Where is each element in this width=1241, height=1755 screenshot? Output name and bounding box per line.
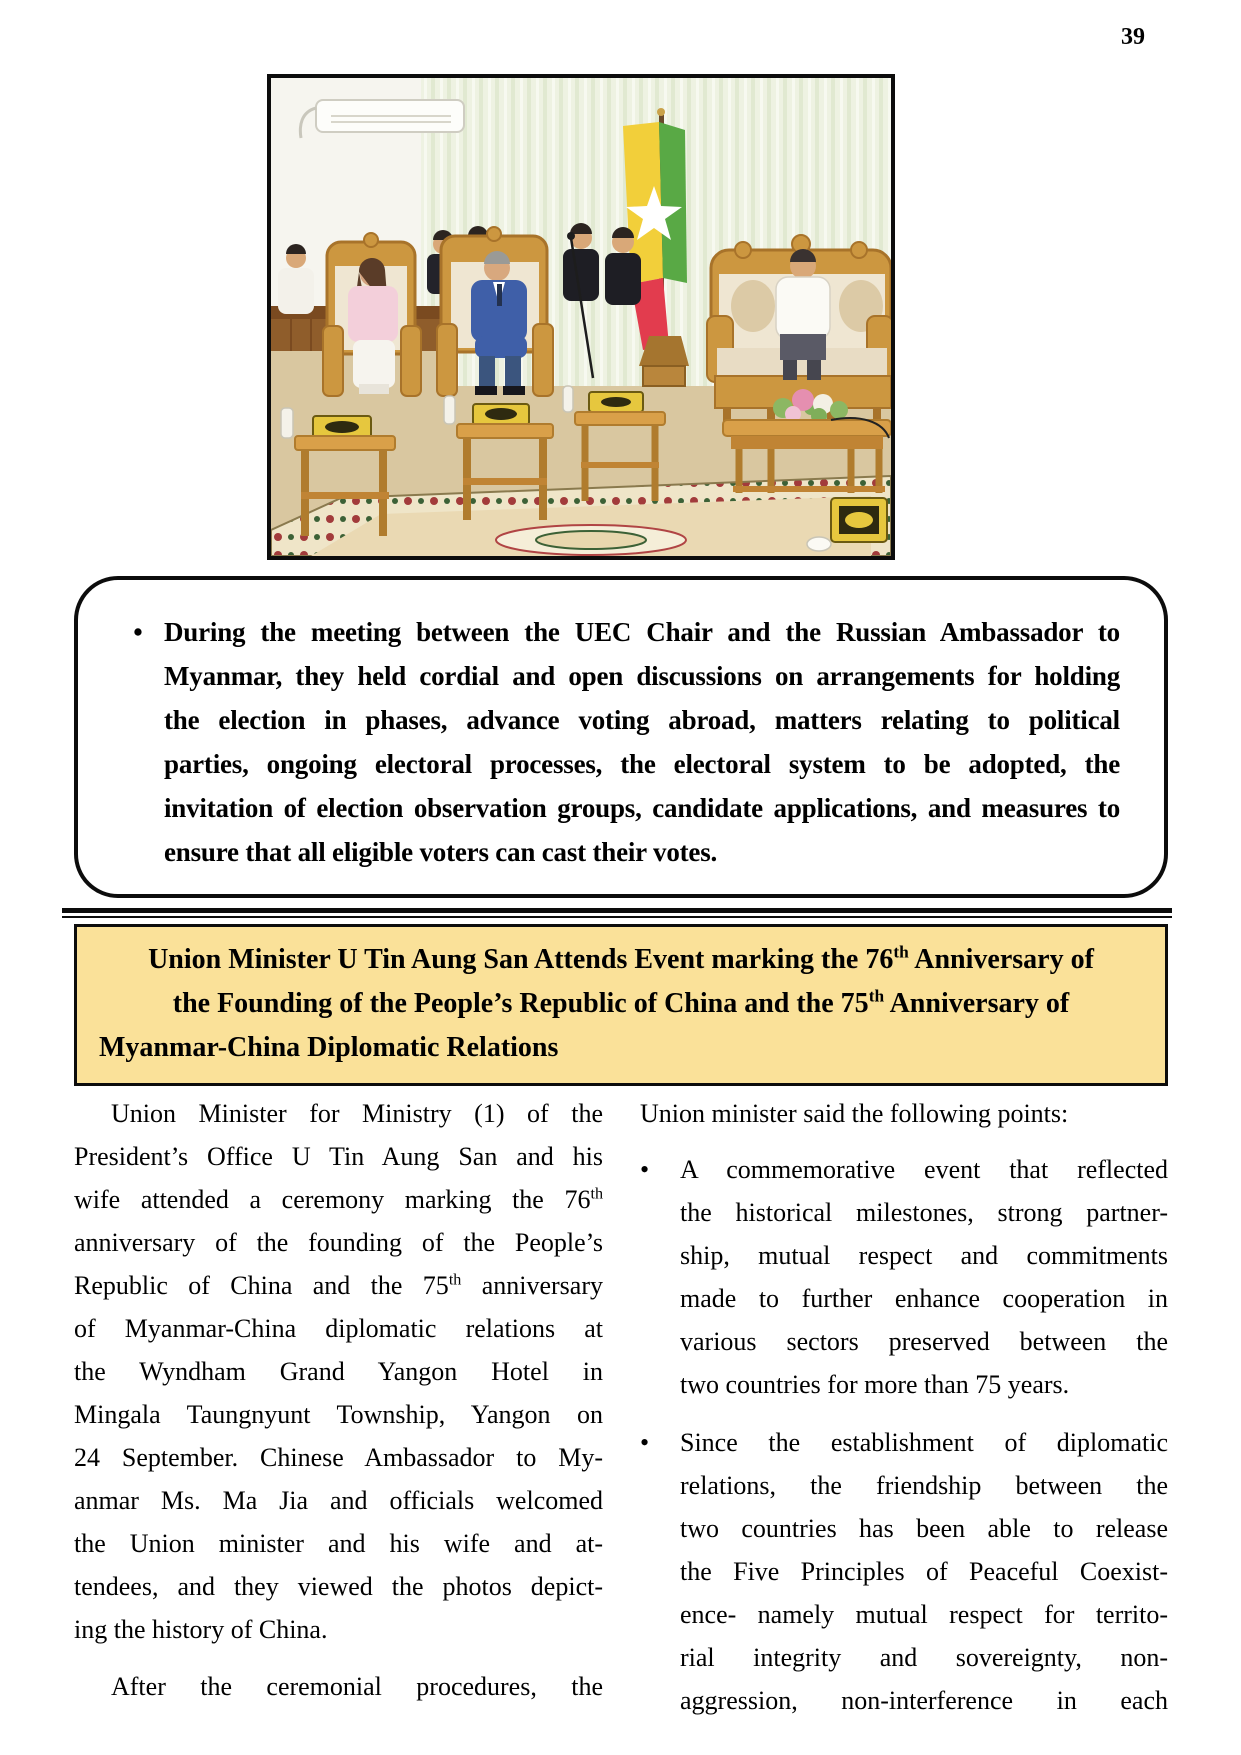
text-line: President’s Office U Tin Aung San and his [74, 1142, 603, 1171]
text-line: relations, the friendship between the [680, 1471, 1168, 1500]
text-line: aggression, non-interference in each [680, 1686, 1168, 1715]
paragraph [74, 1665, 603, 1708]
text-line: During the meeting between the UEC Chair and the Russian Ambassador to [164, 617, 1120, 647]
right-column [640, 1092, 1168, 1737]
text-line: ship, mutual respect and commitments [680, 1241, 1168, 1270]
text-line: 24 September. Chinese Ambassador to My- [74, 1443, 603, 1472]
text-line: ensure that all eligible voters can cast their votes. [164, 837, 718, 867]
bullet-text [680, 1421, 1168, 1722]
text-line: Myanmar-China Diplomatic Relations [99, 1032, 559, 1063]
text-line: anniversary of the founding of the People’s [74, 1228, 603, 1257]
text-line: the Union minister and his wife and at- [74, 1529, 603, 1558]
bullet-text [680, 1148, 1168, 1406]
text-line: invitation of election observation groups, candidate applications, and measures to [164, 793, 1120, 823]
bullet-item [640, 1421, 1168, 1722]
callout-text [164, 610, 1120, 874]
bullet-marker: • [640, 1428, 650, 1457]
article-headline [74, 924, 1168, 1086]
article-body [74, 1092, 1168, 1737]
page-number: 39 [1121, 24, 1145, 50]
text-line: made to further enhance cooperation in [680, 1284, 1168, 1313]
left-column [74, 1092, 603, 1737]
text-line: Myanmar, they held cordial and open discussions on arrangements for holding [164, 661, 1120, 691]
text-line: the Five Principles of Peaceful Coexist- [680, 1557, 1168, 1586]
double-rule-divider [62, 908, 1172, 918]
text-line: ing the history of China. [74, 1615, 328, 1644]
text-line: the Founding of the People’s Republic of China and the 75th Anniversary of [172, 986, 1070, 1019]
text-line: Union Minister for Ministry (1) of the [111, 1099, 603, 1128]
meeting-photo-illustration [271, 78, 891, 556]
air-conditioner-icon [300, 100, 464, 138]
text-line: two countries for more than 75 years. [680, 1370, 1070, 1399]
text-line: After the ceremonial procedures, the [111, 1672, 603, 1701]
text-line: Republic of China and the 75th anniversary [74, 1271, 603, 1300]
text-line: various sectors preserved between the [680, 1327, 1168, 1356]
callout-box [74, 576, 1168, 898]
text-line: of Myanmar-China diplomatic relations at [74, 1314, 603, 1343]
intro-line: Union minister said the following points: [640, 1099, 1069, 1128]
text-line: Since the establishment of diplomatic [680, 1428, 1168, 1457]
column-gap [603, 1092, 640, 1737]
text-line: the election in phases, advance voting abroad, matters relating to political [164, 705, 1120, 735]
text-line: Union Minister U Tin Aung San Attends Event marking the 76th Anniversary of [148, 942, 1094, 975]
text-line: Mingala Taungnyunt Township, Yangon on [74, 1400, 603, 1429]
text-line: ence- namely mutual respect for territo- [680, 1600, 1168, 1629]
text-line: the Wyndham Grand Yangon Hotel in [74, 1357, 603, 1386]
text-line: rial integrity and sovereignty, non- [680, 1643, 1168, 1672]
bullet-marker: • [133, 617, 143, 647]
text-line: parties, ongoing electoral processes, the electoral system to be adopted, the [164, 749, 1120, 779]
bullet-marker: • [640, 1155, 650, 1184]
bullet-item [640, 1148, 1168, 1406]
text-line: tendees, and they viewed the photos depict- [74, 1572, 603, 1601]
text-line: two countries has been able to release [680, 1514, 1168, 1543]
text-line: A commemorative event that reflected [680, 1155, 1168, 1184]
text-line: anmar Ms. Ma Jia and officials welcomed [74, 1486, 603, 1515]
text-line: wife attended a ceremony marking the 76th [74, 1185, 603, 1214]
text-line: the historical milestones, strong partner- [680, 1198, 1168, 1227]
meeting-photo [267, 74, 895, 560]
paragraph [74, 1092, 603, 1651]
